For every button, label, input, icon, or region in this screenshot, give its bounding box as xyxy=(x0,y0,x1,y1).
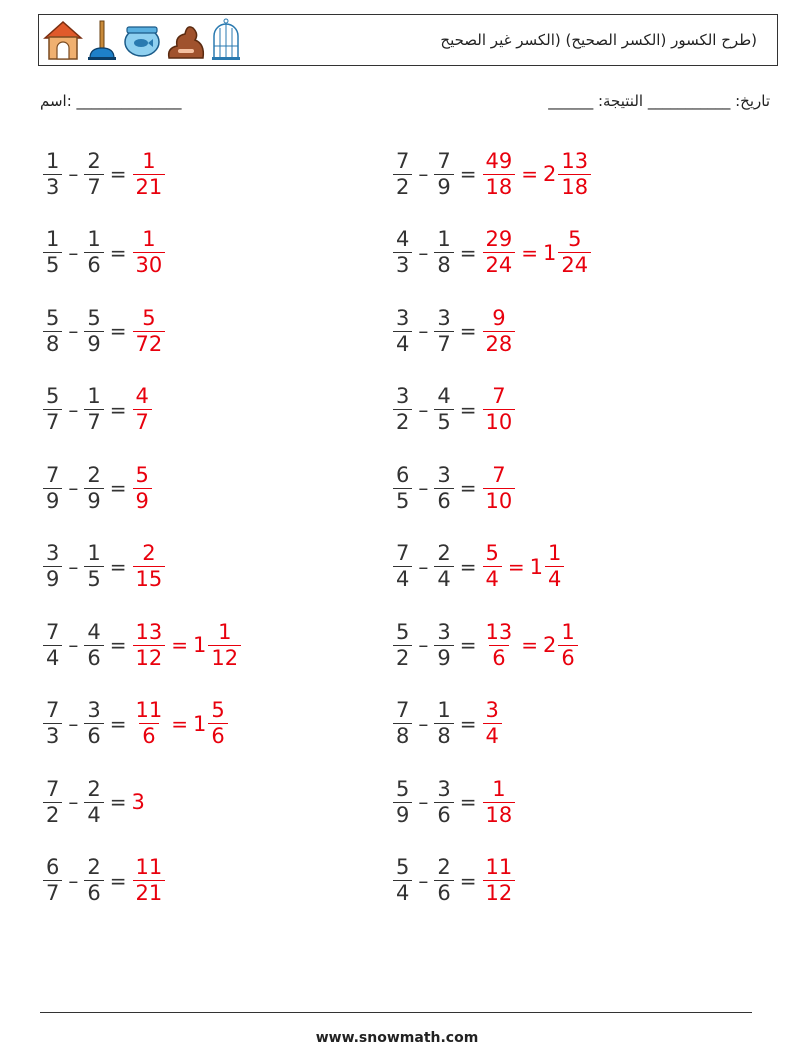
mixed-whole: 2 xyxy=(543,633,557,657)
minus-sign: – xyxy=(418,711,429,736)
minuend-fraction xyxy=(393,149,412,200)
problem-item xyxy=(392,378,516,442)
numerator: 2 xyxy=(437,541,451,565)
answer xyxy=(482,620,579,671)
denominator: 9 xyxy=(84,488,103,514)
minuend-fraction xyxy=(393,306,412,357)
denominator: 4 xyxy=(43,645,62,671)
equals-sign: = xyxy=(109,790,127,814)
worksheet-title: (طرح الكسور (الكسر الصحيح) (الكسر غير الصحيح xyxy=(440,31,757,49)
denominator: 4 xyxy=(393,880,412,906)
equals-sign: = xyxy=(521,240,539,265)
minuend-fraction xyxy=(43,541,62,592)
numerator: 1 xyxy=(218,619,232,644)
numerator: 1 xyxy=(142,148,156,173)
minuend-fraction xyxy=(43,777,62,828)
problem-item xyxy=(392,770,516,834)
equals-sign: = xyxy=(459,790,477,814)
numerator: 7 xyxy=(46,619,60,644)
numerator: 6 xyxy=(46,855,60,879)
subtrahend-fraction xyxy=(84,227,103,278)
minuend-fraction xyxy=(393,384,412,435)
numerator: 49 xyxy=(485,148,513,173)
denominator: 72 xyxy=(133,331,166,357)
denominator: 18 xyxy=(483,802,516,828)
numerator: 5 xyxy=(135,462,149,487)
denominator: 9 xyxy=(434,174,453,200)
numerator: 4 xyxy=(87,619,101,644)
equals-sign: = xyxy=(109,476,127,500)
mixed-whole: 1 xyxy=(193,633,207,657)
answer-fraction xyxy=(133,855,166,906)
numerator: 1 xyxy=(142,227,156,251)
denominator: 10 xyxy=(483,488,516,514)
answer xyxy=(482,463,517,514)
numerator: 4 xyxy=(396,227,410,251)
equals-sign: = xyxy=(521,162,539,186)
minuend-fraction xyxy=(393,227,412,278)
problem-item xyxy=(392,221,592,285)
problem-item xyxy=(42,692,229,756)
numerator: 2 xyxy=(87,855,101,879)
denominator: 9 xyxy=(84,331,103,357)
numerator: 7 xyxy=(437,148,451,173)
problem-item xyxy=(42,378,153,442)
equals-sign: = xyxy=(521,633,539,657)
mixed-fraction xyxy=(558,149,591,200)
numerator: 3 xyxy=(437,776,451,801)
denominator: 18 xyxy=(558,174,591,200)
minus-sign: – xyxy=(68,868,79,893)
minus-sign: – xyxy=(418,790,429,814)
answer xyxy=(132,541,167,592)
problem-item xyxy=(42,221,166,285)
problem-item xyxy=(42,142,166,206)
footer-divider xyxy=(40,1012,752,1013)
minuend-fraction xyxy=(393,620,412,671)
numerator: 5 xyxy=(396,619,410,644)
answer xyxy=(132,306,167,357)
answer-fraction xyxy=(133,463,152,514)
name-field: اسم: ______________ xyxy=(40,92,182,110)
numerator: 5 xyxy=(46,384,60,408)
answer xyxy=(482,227,593,278)
answer xyxy=(482,149,593,200)
equals-sign: = xyxy=(109,162,127,186)
denominator: 5 xyxy=(84,566,103,592)
footer-website: www.snowmath.com xyxy=(315,1030,479,1046)
numerator: 3 xyxy=(437,305,451,330)
answer xyxy=(132,855,167,906)
minuend-fraction xyxy=(393,698,412,749)
denominator: 5 xyxy=(43,252,62,278)
minuend-fraction xyxy=(43,306,62,357)
date-score-field: ______ :تاريخ: ___________ النتيجة xyxy=(548,92,770,110)
equals-sign: = xyxy=(507,554,525,579)
denominator: 30 xyxy=(133,252,166,278)
answer-fraction xyxy=(483,149,516,200)
minus-sign: – xyxy=(68,240,79,265)
numerator: 1 xyxy=(437,227,451,251)
denominator: 6 xyxy=(434,488,453,514)
problem-item xyxy=(392,849,516,913)
answer xyxy=(482,384,517,435)
denominator: 6 xyxy=(84,645,103,671)
minuend-fraction xyxy=(43,620,62,671)
numerator: 1 xyxy=(437,698,451,722)
denominator: 2 xyxy=(393,645,412,671)
numerator: 5 xyxy=(396,855,410,879)
denominator: 5 xyxy=(393,488,412,514)
mixed-whole: 1 xyxy=(193,711,207,736)
minuend-fraction xyxy=(43,855,62,906)
subtrahend-fraction xyxy=(434,227,453,278)
numerator: 3 xyxy=(437,619,451,644)
problem-item xyxy=(42,770,145,834)
denominator: 18 xyxy=(483,174,516,200)
denominator: 7 xyxy=(84,174,103,200)
answer-fraction xyxy=(483,777,516,828)
denominator: 6 xyxy=(434,802,453,828)
minus-sign: – xyxy=(68,711,79,736)
minus-sign: – xyxy=(418,397,429,422)
denominator: 4 xyxy=(434,566,453,592)
subtrahend-fraction xyxy=(84,855,103,906)
denominator: 2 xyxy=(393,174,412,200)
subtrahend-fraction xyxy=(434,541,453,592)
subtrahend-fraction xyxy=(434,855,453,906)
problem-item xyxy=(392,142,592,206)
problem-item xyxy=(392,299,516,363)
mixed-fraction xyxy=(558,620,577,671)
denominator: 21 xyxy=(133,174,166,200)
denominator: 4 xyxy=(84,802,103,828)
numerator: 3 xyxy=(396,305,410,330)
numerator: 7 xyxy=(396,148,410,173)
numerator: 3 xyxy=(437,462,451,487)
subtrahend-fraction xyxy=(84,149,103,200)
equals-sign: = xyxy=(459,397,477,422)
equals-sign: = xyxy=(109,554,127,579)
subtrahend-fraction xyxy=(434,149,453,200)
answer xyxy=(132,790,145,814)
problem-item xyxy=(392,535,565,599)
numerator: 3 xyxy=(485,698,499,722)
denominator: 8 xyxy=(43,331,62,357)
problem-item xyxy=(42,299,166,363)
denominator: 24 xyxy=(558,252,591,278)
denominator: 6 xyxy=(84,252,103,278)
denominator: 5 xyxy=(434,409,453,435)
mixed-fraction xyxy=(208,698,227,749)
numerator: 3 xyxy=(396,384,410,408)
minuend-fraction xyxy=(43,384,62,435)
denominator: 8 xyxy=(434,723,453,749)
minus-sign: – xyxy=(68,633,79,657)
numerator: 7 xyxy=(46,698,60,722)
minus-sign: – xyxy=(68,319,79,343)
denominator: 2 xyxy=(43,802,62,828)
answer-integer: 3 xyxy=(131,790,145,814)
numerator: 7 xyxy=(492,384,506,408)
equals-sign: = xyxy=(459,476,477,500)
minuend-fraction xyxy=(43,149,62,200)
answer-fraction xyxy=(133,384,152,435)
answer xyxy=(132,227,167,278)
mixed-whole: 1 xyxy=(529,554,544,579)
numerator: 5 xyxy=(568,227,582,251)
answer xyxy=(132,149,167,200)
denominator: 6 xyxy=(84,880,103,906)
numerator: 13 xyxy=(561,148,589,173)
minus-sign: – xyxy=(418,476,429,500)
numerator: 1 xyxy=(492,776,506,801)
minus-sign: – xyxy=(68,476,79,500)
denominator: 12 xyxy=(208,645,241,671)
numerator: 1 xyxy=(87,541,101,565)
numerator: 2 xyxy=(87,776,101,801)
minuend-fraction xyxy=(43,463,62,514)
answer-fraction xyxy=(483,306,516,357)
equals-sign: = xyxy=(459,240,477,265)
denominator: 7 xyxy=(133,409,152,435)
minus-sign: – xyxy=(68,162,79,186)
denominator: 4 xyxy=(483,566,502,592)
denominator: 21 xyxy=(133,880,166,906)
denominator: 6 xyxy=(558,645,577,671)
answer xyxy=(132,463,153,514)
equals-sign: = xyxy=(459,162,477,186)
subtrahend-fraction xyxy=(84,384,103,435)
minuend-fraction xyxy=(393,541,412,592)
denominator: 12 xyxy=(483,880,516,906)
numerator: 5 xyxy=(485,541,499,565)
mixed-fraction xyxy=(558,227,591,278)
answer-fraction xyxy=(133,698,166,749)
answer xyxy=(482,777,517,828)
numerator: 29 xyxy=(485,227,513,251)
problem-item xyxy=(42,535,166,599)
answer-fraction xyxy=(483,620,516,671)
denominator: 10 xyxy=(483,409,516,435)
answer-fraction xyxy=(483,541,502,592)
numerator: 7 xyxy=(492,462,506,487)
numerator: 5 xyxy=(142,305,156,330)
minuend-fraction xyxy=(43,227,62,278)
minus-sign: – xyxy=(418,868,429,893)
minuend-fraction xyxy=(393,463,412,514)
minus-sign: – xyxy=(418,240,429,265)
numerator: 1 xyxy=(46,148,60,173)
numerator: 11 xyxy=(485,855,513,879)
denominator: 9 xyxy=(133,488,152,514)
mixed-fraction xyxy=(208,620,241,671)
mixed-whole: 2 xyxy=(543,162,557,186)
equals-sign: = xyxy=(109,319,127,343)
denominator: 6 xyxy=(489,645,508,671)
answer-fraction xyxy=(483,855,516,906)
subtrahend-fraction xyxy=(434,620,453,671)
denominator: 12 xyxy=(133,645,166,671)
subtrahend-fraction xyxy=(84,306,103,357)
subtrahend-fraction xyxy=(84,620,103,671)
numerator: 2 xyxy=(87,148,101,173)
answer xyxy=(482,541,566,592)
denominator: 7 xyxy=(84,409,103,435)
numerator: 4 xyxy=(437,384,451,408)
denominator: 4 xyxy=(483,723,502,749)
numerator: 1 xyxy=(87,384,101,408)
mixed-whole: 1 xyxy=(543,240,557,265)
numerator: 4 xyxy=(135,384,149,408)
equals-sign: = xyxy=(109,397,127,422)
denominator: 3 xyxy=(43,174,62,200)
denominator: 9 xyxy=(43,566,62,592)
numerator: 6 xyxy=(396,462,410,487)
answer xyxy=(482,306,517,357)
numerator: 3 xyxy=(46,541,60,565)
subtrahend-fraction xyxy=(434,777,453,828)
minuend-fraction xyxy=(393,777,412,828)
minus-sign: – xyxy=(418,633,429,657)
numerator: 7 xyxy=(396,698,410,722)
denominator: 6 xyxy=(434,880,453,906)
answer xyxy=(132,698,229,749)
answer xyxy=(482,698,503,749)
subtrahend-fraction xyxy=(434,306,453,357)
answer-fraction xyxy=(483,463,516,514)
minus-sign: – xyxy=(418,554,429,579)
equals-sign: = xyxy=(171,711,189,736)
denominator: 6 xyxy=(139,723,158,749)
minuend-fraction xyxy=(393,855,412,906)
denominator: 3 xyxy=(393,252,412,278)
problem-item xyxy=(392,613,579,677)
mixed-fraction xyxy=(545,541,564,592)
numerator: 1 xyxy=(46,227,60,251)
denominator: 8 xyxy=(434,252,453,278)
answer xyxy=(132,384,153,435)
equals-sign: = xyxy=(459,554,477,579)
minuend-fraction xyxy=(43,698,62,749)
problem-item xyxy=(392,692,503,756)
numerator: 5 xyxy=(87,305,101,330)
denominator: 8 xyxy=(393,723,412,749)
denominator: 2 xyxy=(393,409,412,435)
denominator: 6 xyxy=(84,723,103,749)
equals-sign: = xyxy=(109,711,127,736)
answer-fraction xyxy=(483,384,516,435)
denominator: 7 xyxy=(43,409,62,435)
denominator: 9 xyxy=(43,488,62,514)
equals-sign: = xyxy=(459,633,477,657)
answer-fraction xyxy=(483,698,502,749)
numerator: 9 xyxy=(492,305,506,330)
numerator: 7 xyxy=(46,776,60,801)
numerator: 1 xyxy=(87,227,101,251)
problem-item xyxy=(42,849,166,913)
answer xyxy=(482,855,517,906)
denominator: 4 xyxy=(393,331,412,357)
denominator: 28 xyxy=(483,331,516,357)
numerator: 1 xyxy=(561,619,575,644)
numerator: 7 xyxy=(396,541,410,565)
answer-fraction xyxy=(133,149,166,200)
denominator: 6 xyxy=(208,723,227,749)
answer-fraction xyxy=(133,227,166,278)
denominator: 9 xyxy=(393,802,412,828)
numerator: 5 xyxy=(211,698,225,722)
equals-sign: = xyxy=(171,633,189,657)
equals-sign: = xyxy=(109,240,127,265)
numerator: 7 xyxy=(46,462,60,487)
subtrahend-fraction xyxy=(84,541,103,592)
numerator: 3 xyxy=(87,698,101,722)
minus-sign: – xyxy=(68,790,79,814)
numerator: 13 xyxy=(135,619,163,644)
numerator: 1 xyxy=(548,541,562,565)
denominator: 15 xyxy=(133,566,166,592)
problem-item xyxy=(392,456,516,520)
numerator: 5 xyxy=(396,776,410,801)
numerator: 11 xyxy=(135,855,163,879)
denominator: 7 xyxy=(43,880,62,906)
numerator: 2 xyxy=(142,541,156,565)
equals-sign: = xyxy=(109,633,127,657)
answer-fraction xyxy=(483,227,516,278)
answer xyxy=(132,620,243,671)
minus-sign: – xyxy=(68,397,79,422)
numerator: 5 xyxy=(46,305,60,330)
numerator: 2 xyxy=(437,855,451,879)
denominator: 4 xyxy=(393,566,412,592)
subtrahend-fraction xyxy=(434,698,453,749)
problem-item xyxy=(42,456,153,520)
minus-sign: – xyxy=(418,162,429,186)
answer-fraction xyxy=(133,541,166,592)
denominator: 3 xyxy=(43,723,62,749)
equals-sign: = xyxy=(459,868,477,893)
equals-sign: = xyxy=(459,711,477,736)
numerator: 13 xyxy=(485,619,513,644)
subtrahend-fraction xyxy=(434,384,453,435)
denominator: 4 xyxy=(545,566,564,592)
answer-fraction xyxy=(133,620,166,671)
subtrahend-fraction xyxy=(84,777,103,828)
denominator: 9 xyxy=(434,645,453,671)
equals-sign: = xyxy=(459,319,477,343)
answer-fraction xyxy=(133,306,166,357)
problem-item xyxy=(42,613,242,677)
subtrahend-fraction xyxy=(84,463,103,514)
denominator: 24 xyxy=(483,252,516,278)
subtrahend-fraction xyxy=(434,463,453,514)
denominator: 7 xyxy=(434,331,453,357)
numerator: 2 xyxy=(87,462,101,487)
equals-sign: = xyxy=(109,868,127,893)
numerator: 11 xyxy=(135,698,163,722)
minus-sign: – xyxy=(418,319,429,343)
subtrahend-fraction xyxy=(84,698,103,749)
minus-sign: – xyxy=(68,554,79,579)
